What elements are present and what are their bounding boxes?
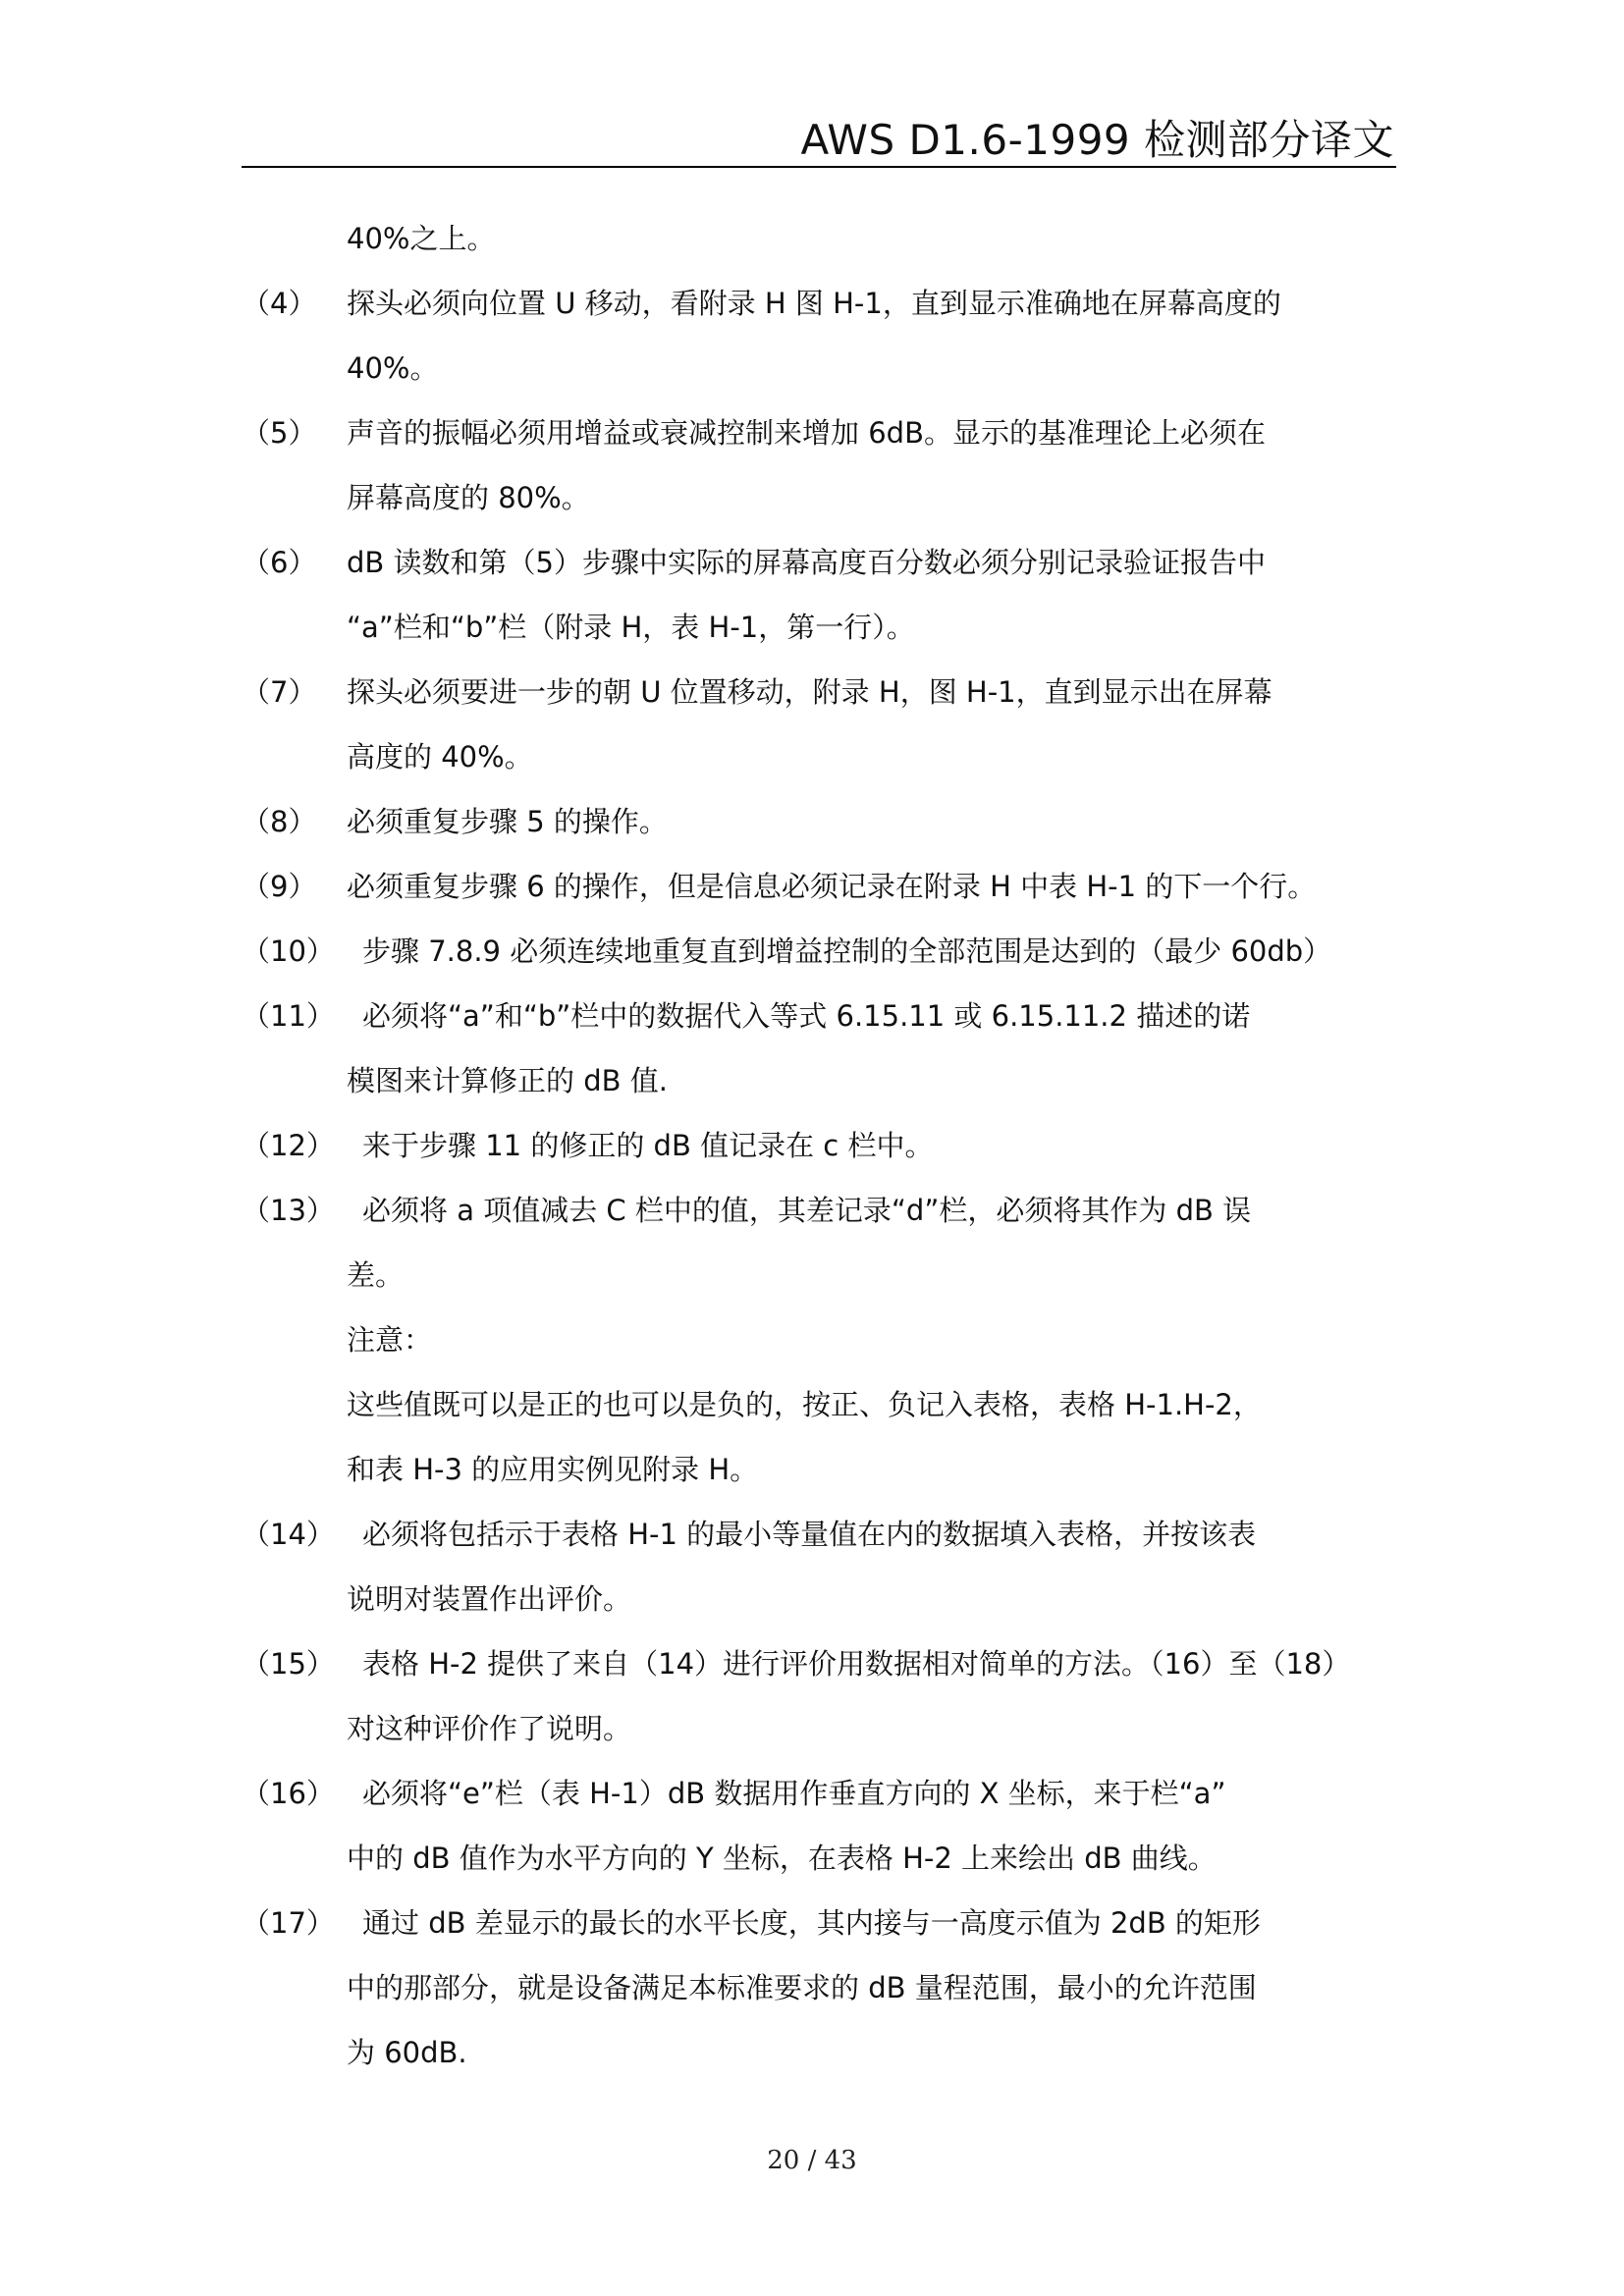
item-text: 通过 dB 差显示的最长的水平长度，其内接与一高度示值为 2dB 的矩形 xyxy=(362,1906,1261,1940)
item-number: （12） xyxy=(242,1129,335,1162)
item-number: （8） xyxy=(242,805,317,838)
item-number: （11） xyxy=(242,999,335,1033)
item-text: 必须将包括示于表格 H-1 的最小等量值在内的数据填入表格，并按该表 xyxy=(362,1518,1257,1551)
item-text: 必须将“e”栏（表 H-1）dB 数据用作垂直方向的 X 坐标，来于栏“a” xyxy=(362,1777,1226,1810)
list-item-12 xyxy=(242,1113,1406,1178)
item-text-cont: “a”栏和“b”栏（附录 H，表 H-1，第一行）。 xyxy=(347,611,915,644)
item-number: （10） xyxy=(242,934,335,968)
list-item-5 xyxy=(242,400,1406,465)
page-number: 20 / 43 xyxy=(767,2146,857,2175)
item-number: （14） xyxy=(242,1518,335,1551)
item-number: （6） xyxy=(242,546,317,579)
item-number: （4） xyxy=(242,287,317,320)
item-number: （5） xyxy=(242,416,317,450)
item-text: dB 读数和第（5）步骤中实际的屏幕高度百分数必须分别记录验证报告中 xyxy=(347,546,1266,579)
list-item-15 xyxy=(242,1631,1406,1696)
item-text: 必须将 a 项值减去 C 栏中的值，其差记录“d”栏，必须将其作为 dB 误 xyxy=(362,1194,1252,1227)
list-item-7 xyxy=(242,660,1406,724)
item-text-cont: 为 60dB. xyxy=(347,2036,467,2069)
item-text: 探头必须要进一步的朝 U 位置移动，附录 H，图 H-1，直到显示出在屏幕 xyxy=(347,675,1272,709)
item-text: 必须将“a”和“b”栏中的数据代入等式 6.15.11 或 6.15.11.2 描述的诺 xyxy=(362,999,1251,1033)
item-text-cont: 说明对装置作出评价。 xyxy=(347,1582,632,1616)
item-text: 表格 H-2 提供了来自（14）进行评价用数据相对简单的方法。（16）至（18） xyxy=(362,1647,1351,1681)
item-text-cont: 差。 xyxy=(347,1258,405,1292)
item-number: （13） xyxy=(242,1194,335,1227)
page-header-title: AWS D1.6-1999 检测部分译文 xyxy=(800,116,1394,164)
item-text: 声音的振幅必须用增益或衰减控制来增加 6dB。显示的基准理论上必须在 xyxy=(347,416,1266,450)
item-text: 探头必须向位置 U 移动，看附录 H 图 H-1，直到显示准确地在屏幕高度的 xyxy=(347,287,1281,320)
list-item-17 xyxy=(242,1891,1406,1955)
list-item-8 xyxy=(242,789,1406,854)
item-number: （17） xyxy=(242,1906,335,1940)
note-text: 和表 H-3 的应用实例见附录 H。 xyxy=(347,1453,759,1486)
list-item-10 xyxy=(242,919,1406,984)
item-text-cont: 40%。 xyxy=(347,351,439,385)
list-item-14 xyxy=(242,1502,1406,1567)
item-text: 必须重复步骤 5 的操作。 xyxy=(347,805,668,838)
continuation-line: 40%之上。 xyxy=(347,222,496,255)
document-body xyxy=(242,206,1406,2085)
item-text-cont: 模图来计算修正的 dB 值. xyxy=(347,1064,668,1097)
item-number: （7） xyxy=(242,675,317,709)
list-item-13 xyxy=(242,1178,1406,1243)
list-item-16 xyxy=(242,1761,1406,1826)
note-text: 这些值既可以是正的也可以是负的，按正、负记入表格，表格 H-1.H-2， xyxy=(347,1388,1262,1421)
item-text-cont: 屏幕高度的 80%。 xyxy=(347,481,590,514)
item-text-cont: 对这种评价作了说明。 xyxy=(347,1712,632,1745)
item-text: 步骤 7.8.9 必须连续地重复直到增益控制的全部范围是达到的（最少 60db） xyxy=(362,934,1332,968)
item-number: （9） xyxy=(242,870,317,903)
item-number: （15） xyxy=(242,1647,335,1681)
item-text-cont: 中的 dB 值作为水平方向的 Y 坐标，在表格 H-2 上来绘出 dB 曲线。 xyxy=(347,1842,1217,1875)
list-item-11 xyxy=(242,984,1406,1048)
list-item-9 xyxy=(242,854,1406,919)
item-number: （16） xyxy=(242,1777,335,1810)
item-text-cont: 高度的 40%。 xyxy=(347,740,533,774)
note-label: 注意： xyxy=(347,1323,433,1357)
item-text: 来于步骤 11 的修正的 dB 值记录在 c 栏中。 xyxy=(362,1129,934,1162)
header-rule xyxy=(242,166,1396,168)
list-item-6 xyxy=(242,530,1406,595)
item-text-cont: 中的那部分，就是设备满足本标准要求的 dB 量程范围，最小的允许范围 xyxy=(347,1971,1257,2004)
list-item-4 xyxy=(242,271,1406,336)
item-text: 必须重复步骤 6 的操作，但是信息必须记录在附录 H 中表 H-1 的下一个行。 xyxy=(347,870,1317,903)
